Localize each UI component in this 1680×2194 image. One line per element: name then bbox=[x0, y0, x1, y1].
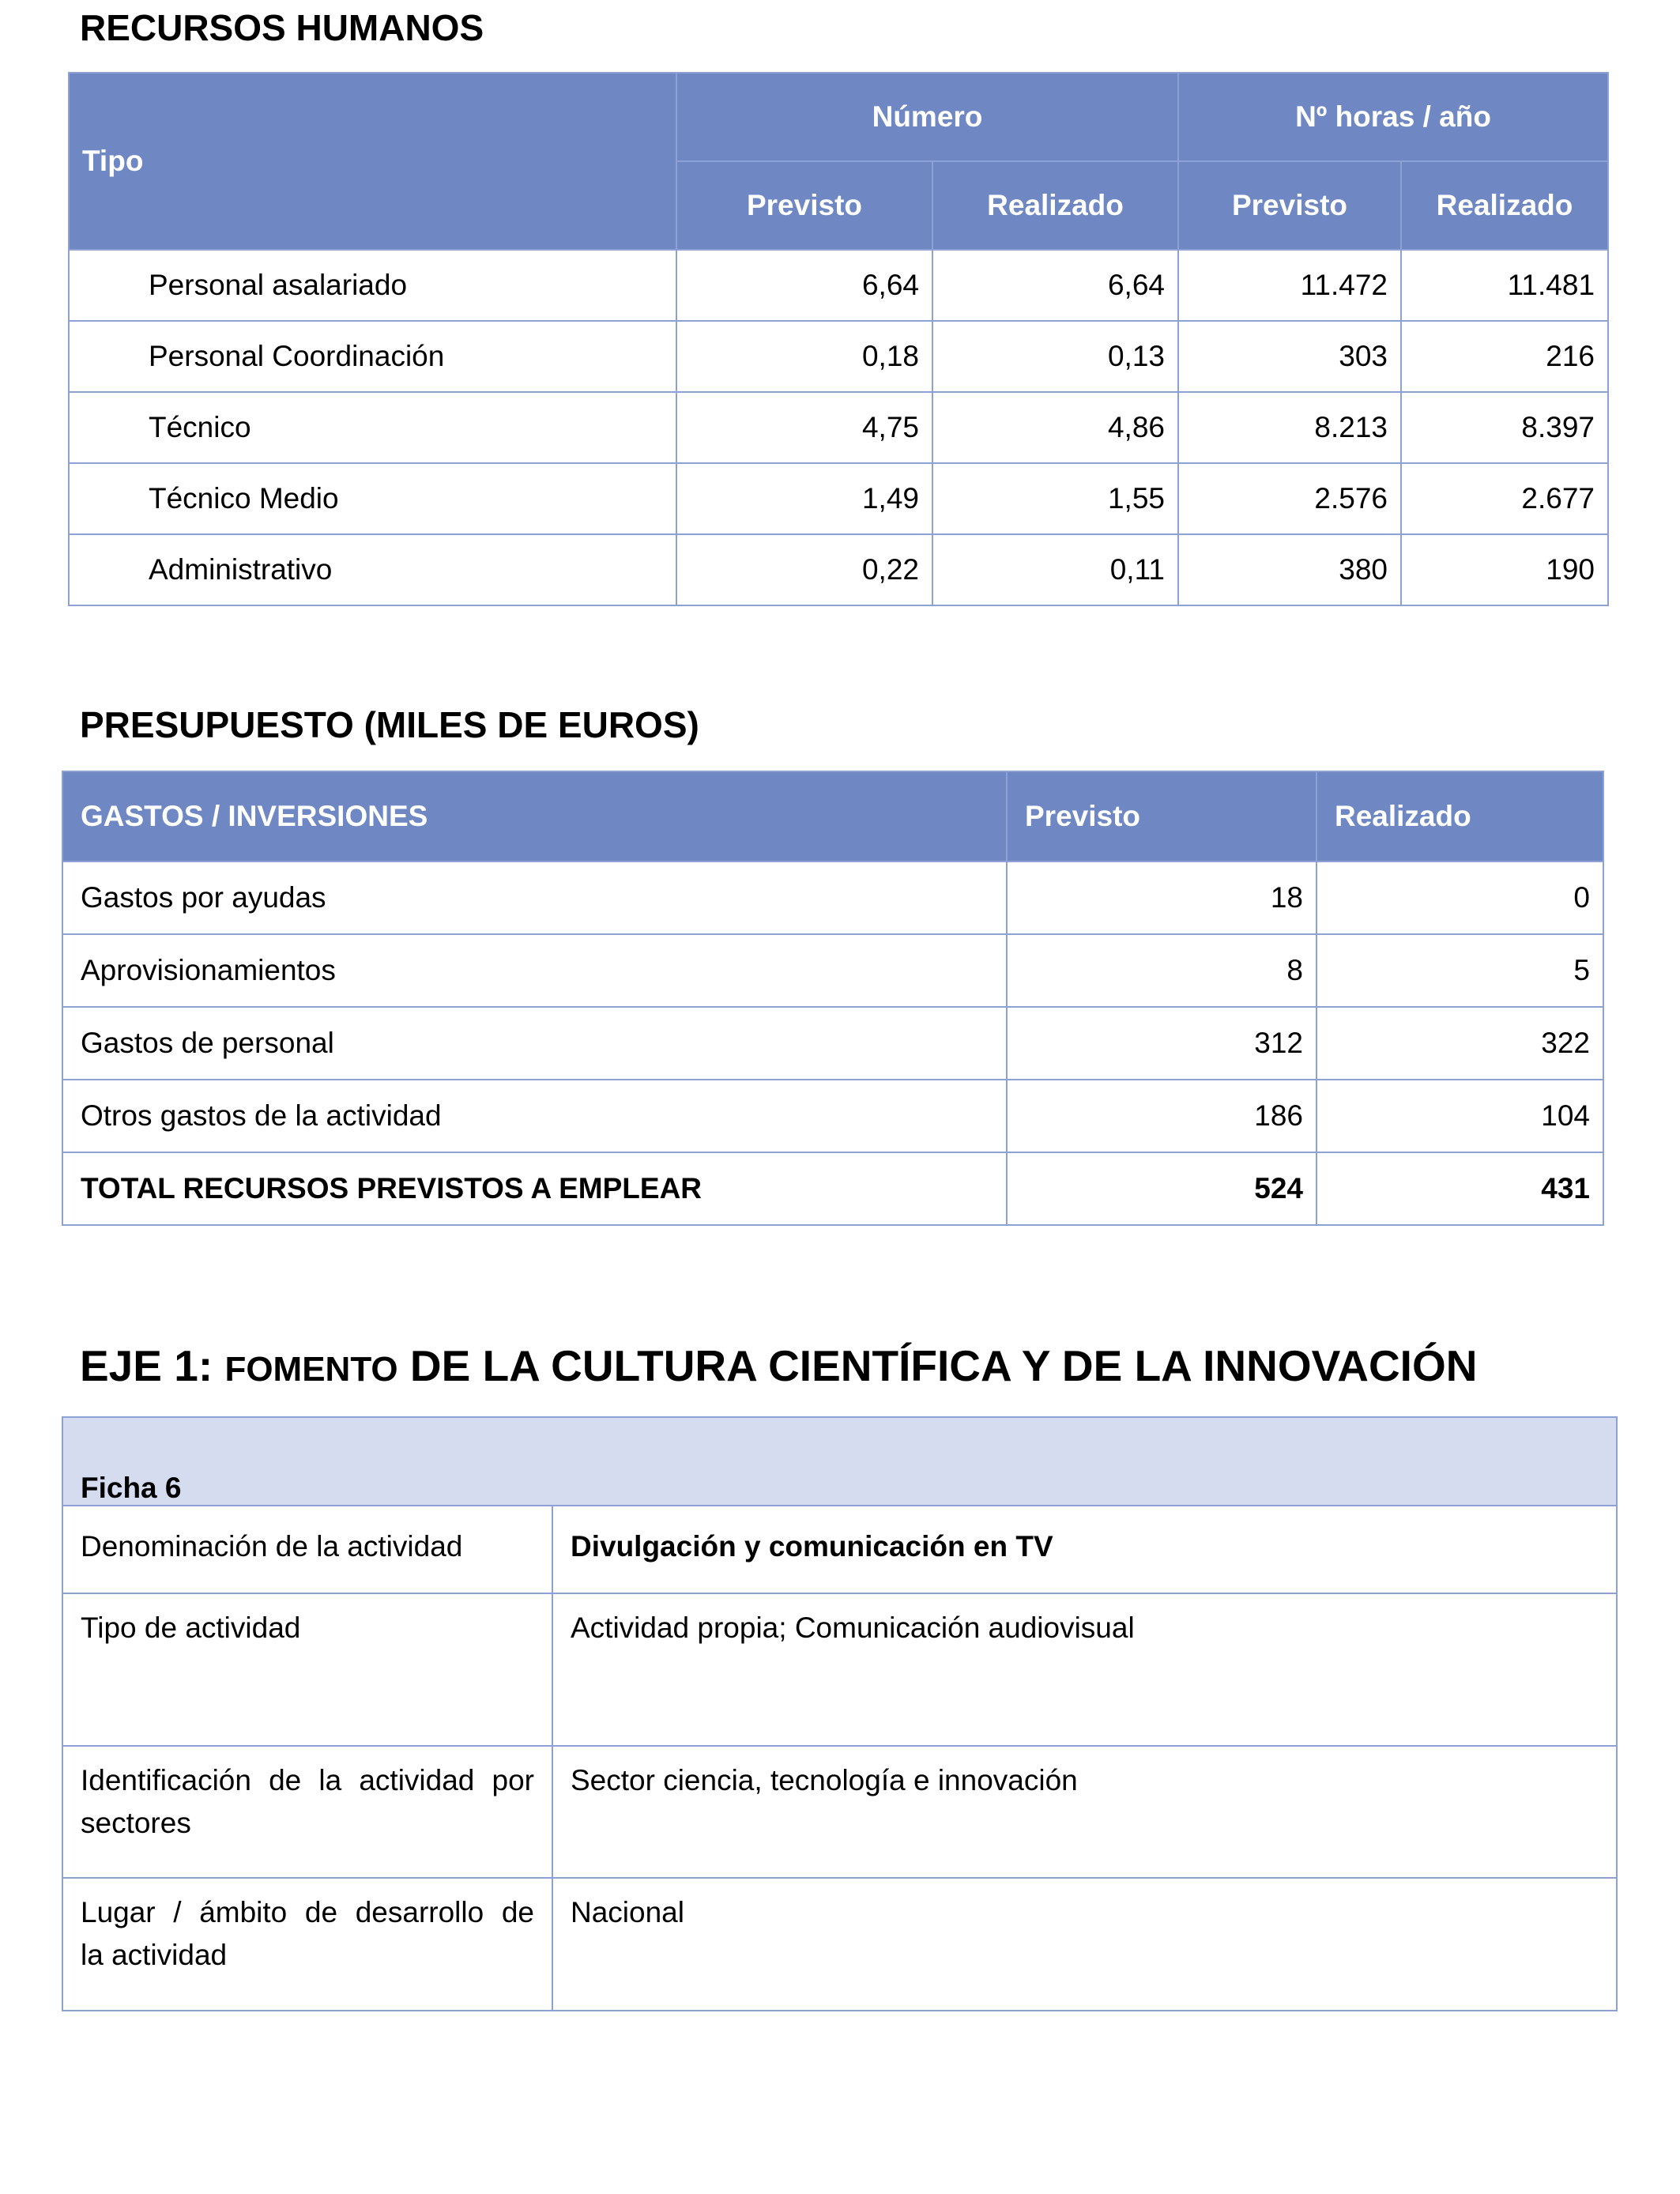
rrhh-title: RECURSOS HUMANOS bbox=[80, 7, 484, 48]
rrhh-cell-horas-previsto: 8.213 bbox=[1178, 392, 1401, 463]
ficha-title: Ficha 6 bbox=[62, 1417, 1617, 1506]
presupuesto-cell-previsto: 8 bbox=[1007, 934, 1317, 1007]
rrhh-cell-horas-realizado: 8.397 bbox=[1401, 392, 1608, 463]
rrhh-cell-num-previsto: 0,22 bbox=[676, 534, 932, 605]
presupuesto-cell-concepto: Aprovisionamientos bbox=[62, 934, 1007, 1007]
table-row bbox=[62, 934, 1603, 1007]
presupuesto-total-realizado: 431 bbox=[1317, 1152, 1603, 1225]
table-row bbox=[69, 321, 1608, 392]
rrhh-cell-horas-realizado: 190 bbox=[1401, 534, 1608, 605]
rrhh-cell-tipo: Personal asalariado bbox=[69, 250, 676, 321]
rrhh-cell-num-realizado: 6,64 bbox=[932, 250, 1178, 321]
rrhh-header-horas-realizado: Realizado bbox=[1401, 161, 1608, 250]
rrhh-cell-horas-previsto: 303 bbox=[1178, 321, 1401, 392]
rrhh-cell-horas-realizado: 2.677 bbox=[1401, 463, 1608, 534]
rrhh-header-horas: Nº horas / año bbox=[1178, 73, 1608, 161]
presupuesto-cell-realizado: 5 bbox=[1317, 934, 1603, 1007]
rrhh-cell-horas-previsto: 2.576 bbox=[1178, 463, 1401, 534]
presupuesto-header-concepto: GASTOS / INVERSIONES bbox=[62, 771, 1007, 861]
eje-prefix: EJE 1: bbox=[80, 1341, 225, 1390]
rrhh-cell-num-previsto: 1,49 bbox=[676, 463, 932, 534]
rrhh-header-numero: Número bbox=[676, 73, 1178, 161]
eje-rest: DE LA CULTURA CIENTÍFICA Y DE LA INNOVACIÓN bbox=[397, 1341, 1478, 1390]
rrhh-table bbox=[68, 72, 1609, 606]
table-row bbox=[62, 861, 1603, 934]
rrhh-cell-num-realizado: 0,11 bbox=[932, 534, 1178, 605]
presupuesto-cell-concepto: Gastos de personal bbox=[62, 1007, 1007, 1080]
ficha-row bbox=[62, 1878, 1617, 2011]
ficha-table bbox=[62, 1416, 1618, 2011]
ficha-label-line: Lugar / ámbito de desarrollo de bbox=[81, 1896, 534, 1928]
presupuesto-cell-concepto: Gastos por ayudas bbox=[62, 861, 1007, 934]
rrhh-cell-horas-previsto: 11.472 bbox=[1178, 250, 1401, 321]
rrhh-cell-num-previsto: 0,18 bbox=[676, 321, 932, 392]
presupuesto-total-label: TOTAL RECURSOS PREVISTOS A EMPLEAR bbox=[62, 1152, 1007, 1225]
ficha-value: Nacional bbox=[552, 1878, 1617, 2011]
presupuesto-cell-previsto: 18 bbox=[1007, 861, 1317, 934]
rrhh-header-num-realizado: Realizado bbox=[932, 161, 1178, 250]
eje-small: FOMENTO bbox=[224, 1350, 398, 1389]
ficha-value: Divulgación y comunicación en TV bbox=[552, 1506, 1617, 1593]
total-row bbox=[62, 1152, 1603, 1225]
ficha-label-cell bbox=[62, 1746, 552, 1878]
presupuesto-cell-realizado: 104 bbox=[1317, 1080, 1603, 1152]
table-row bbox=[69, 534, 1608, 605]
eje-heading bbox=[80, 1340, 1477, 1391]
rrhh-cell-tipo: Administrativo bbox=[69, 534, 676, 605]
ficha-label-line: sectores bbox=[81, 1807, 191, 1839]
rrhh-cell-num-realizado: 0,13 bbox=[932, 321, 1178, 392]
presupuesto-title: PRESUPUESTO (MILES DE EUROS) bbox=[80, 704, 699, 745]
presupuesto-cell-realizado: 322 bbox=[1317, 1007, 1603, 1080]
table-row bbox=[69, 250, 1608, 321]
presupuesto-total-previsto: 524 bbox=[1007, 1152, 1317, 1225]
presupuesto-header-previsto: Previsto bbox=[1007, 771, 1317, 861]
rrhh-cell-horas-realizado: 11.481 bbox=[1401, 250, 1608, 321]
presupuesto-header-realizado: Realizado bbox=[1317, 771, 1603, 861]
rrhh-cell-num-realizado: 1,55 bbox=[932, 463, 1178, 534]
rrhh-header-num-previsto: Previsto bbox=[676, 161, 932, 250]
ficha-row bbox=[62, 1506, 1617, 1593]
table-row bbox=[69, 463, 1608, 534]
ficha-label-cell bbox=[62, 1878, 552, 2011]
rrhh-header-horas-previsto: Previsto bbox=[1178, 161, 1401, 250]
table-row bbox=[62, 1080, 1603, 1152]
presupuesto-cell-concepto: Otros gastos de la actividad bbox=[62, 1080, 1007, 1152]
ficha-row bbox=[62, 1593, 1617, 1746]
rrhh-cell-num-previsto: 6,64 bbox=[676, 250, 932, 321]
rrhh-cell-tipo: Personal Coordinación bbox=[69, 321, 676, 392]
ficha-label: Denominación de la actividad bbox=[62, 1506, 552, 1593]
rrhh-cell-num-previsto: 4,75 bbox=[676, 392, 932, 463]
ficha-value: Actividad propia; Comunicación audiovisual bbox=[552, 1593, 1617, 1746]
ficha-row bbox=[62, 1746, 1617, 1878]
table-row bbox=[62, 1007, 1603, 1080]
rrhh-cell-tipo: Técnico Medio bbox=[69, 463, 676, 534]
presupuesto-table bbox=[62, 771, 1604, 1226]
rrhh-header-tipo: Tipo bbox=[69, 73, 676, 250]
presupuesto-cell-previsto: 186 bbox=[1007, 1080, 1317, 1152]
ficha-label-line: Identificación de la actividad por bbox=[81, 1764, 534, 1796]
rrhh-cell-tipo: Técnico bbox=[69, 392, 676, 463]
rrhh-cell-horas-realizado: 216 bbox=[1401, 321, 1608, 392]
ficha-label: Tipo de actividad bbox=[62, 1593, 552, 1746]
table-row bbox=[69, 392, 1608, 463]
rrhh-cell-num-realizado: 4,86 bbox=[932, 392, 1178, 463]
rrhh-cell-horas-previsto: 380 bbox=[1178, 534, 1401, 605]
ficha-value: Sector ciencia, tecnología e innovación bbox=[552, 1746, 1617, 1878]
presupuesto-cell-realizado: 0 bbox=[1317, 861, 1603, 934]
ficha-label-line: la actividad bbox=[81, 1939, 228, 1971]
presupuesto-cell-previsto: 312 bbox=[1007, 1007, 1317, 1080]
